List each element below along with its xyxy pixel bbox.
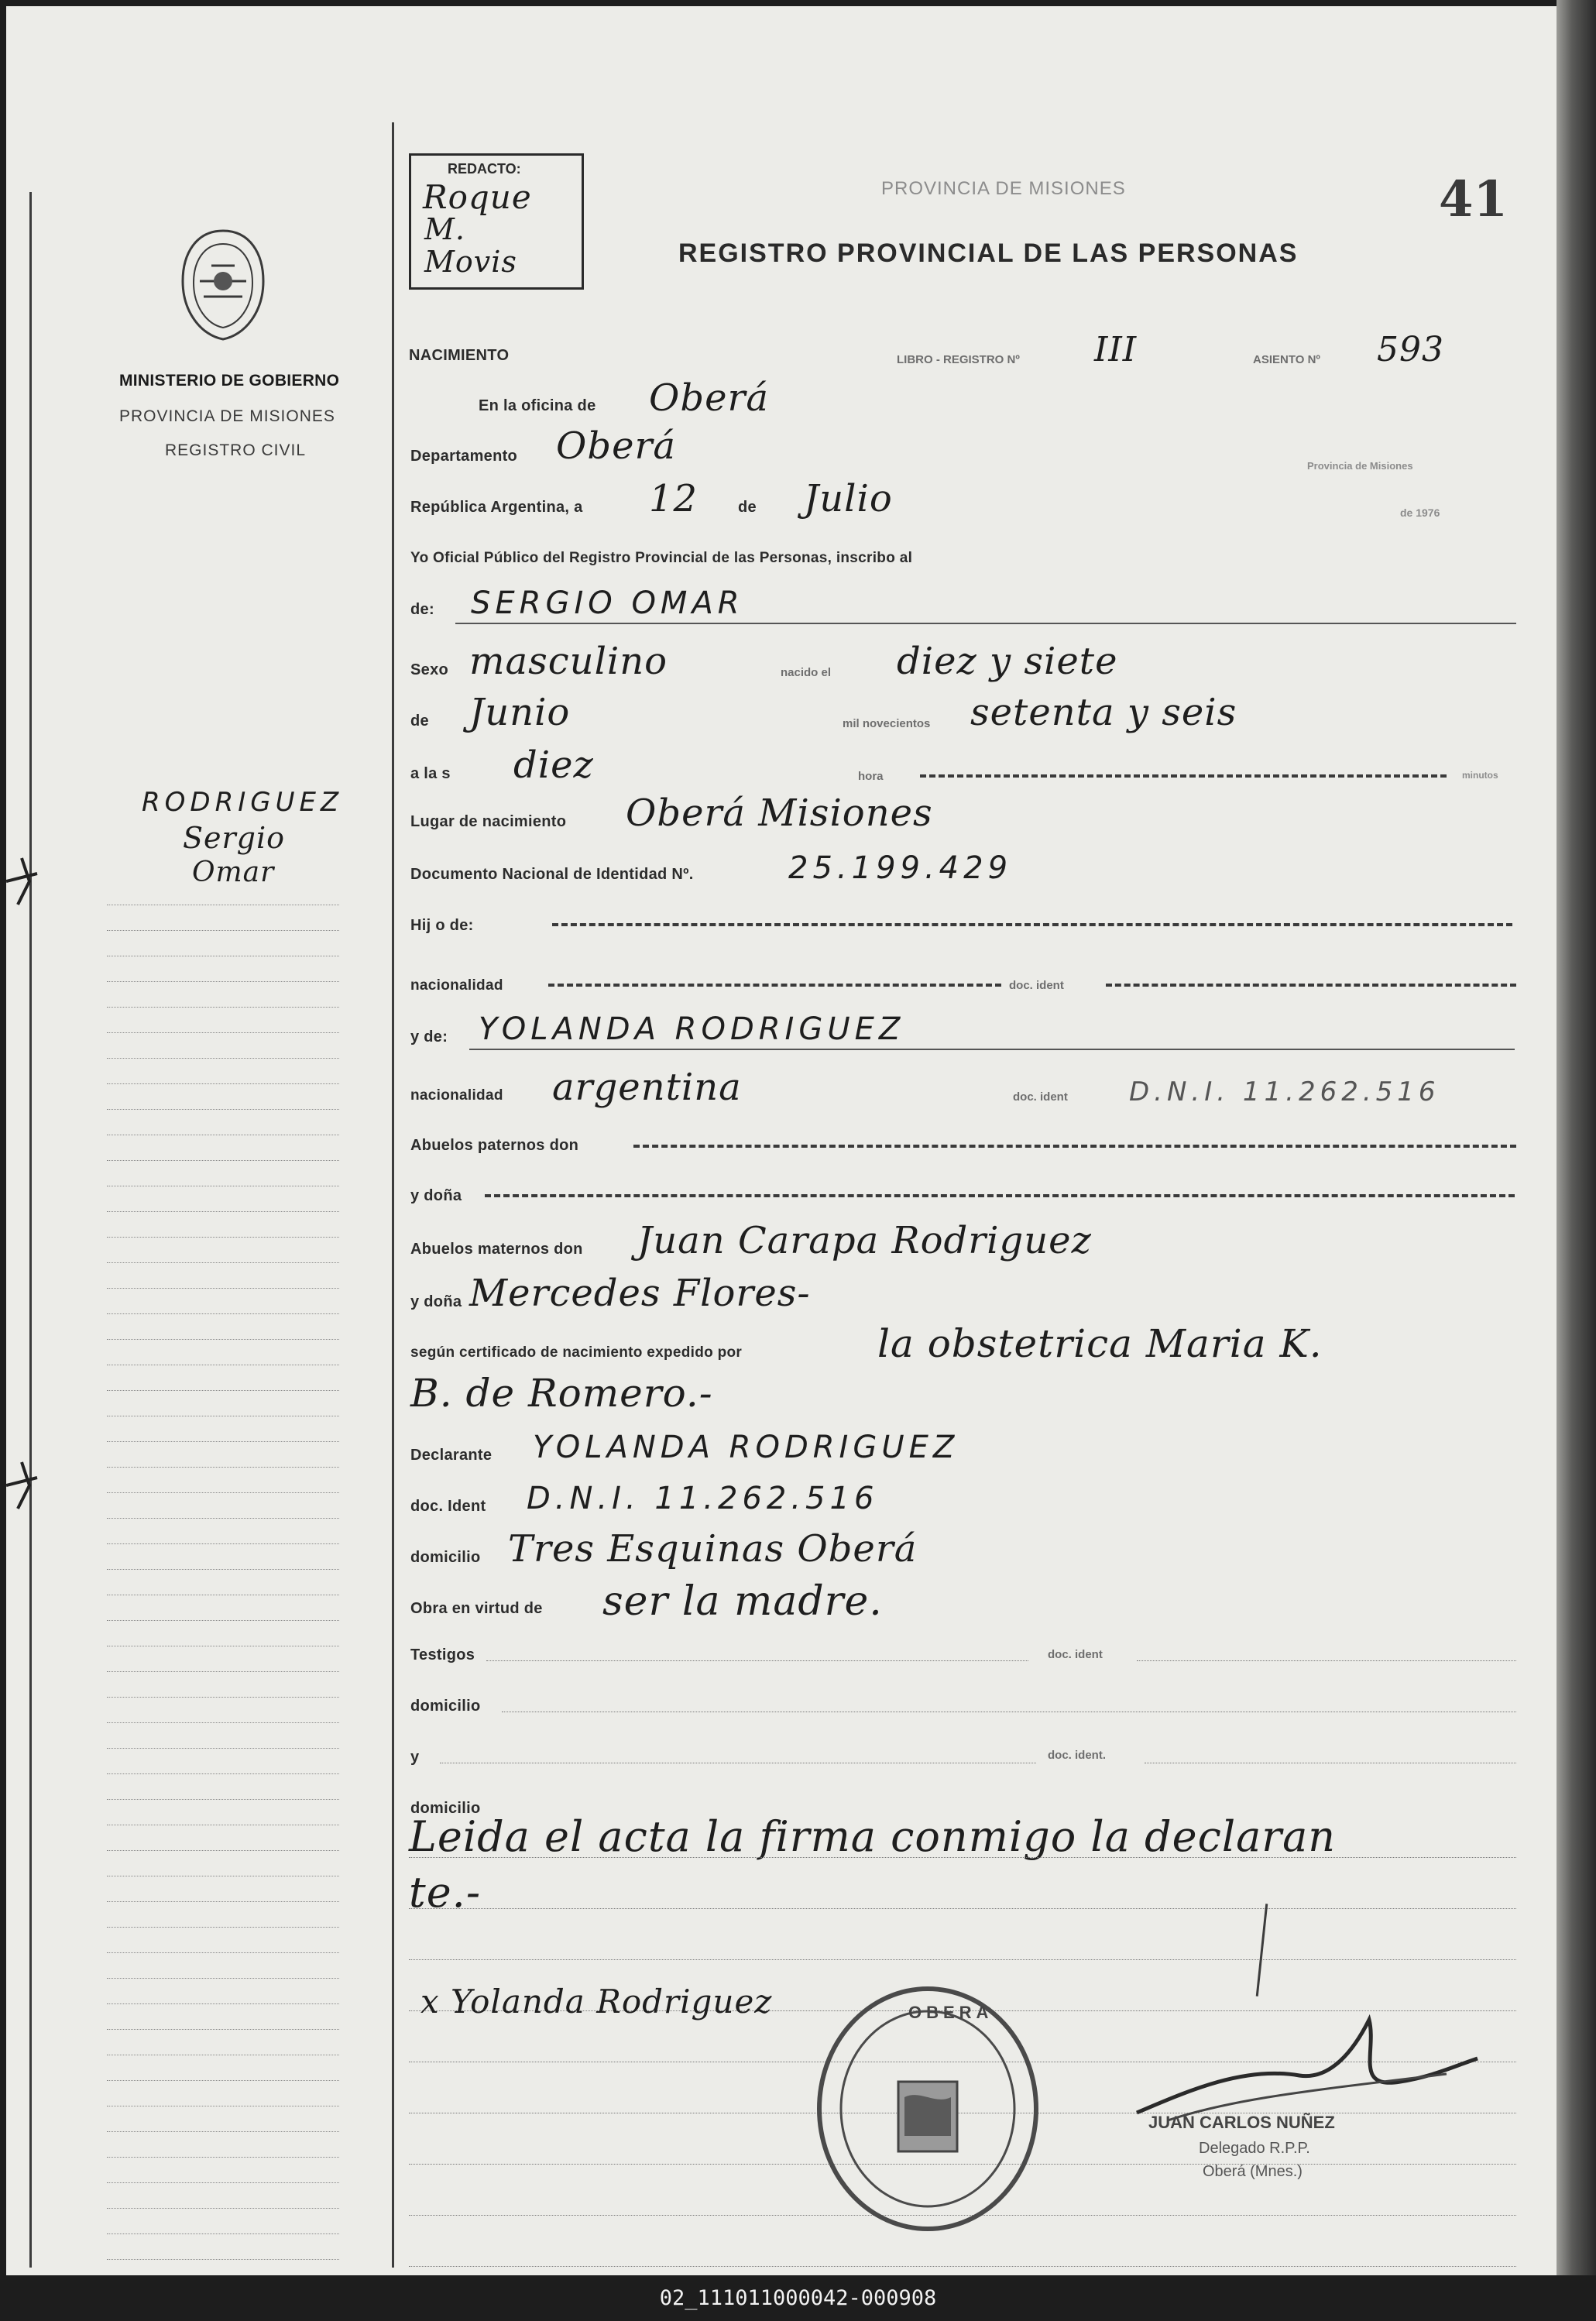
form-rule-line xyxy=(409,1959,1516,1960)
declarante-label: Declarante xyxy=(410,1447,493,1464)
redacto-name-line2: M. xyxy=(424,212,465,246)
margin-rule-line xyxy=(107,2208,339,2209)
form-rule-line xyxy=(409,2266,1516,2267)
dni-value: 25.199.429 xyxy=(788,850,1013,886)
oficina-value: Oberá xyxy=(649,376,770,420)
margin-rule-line xyxy=(107,1492,339,1493)
day-value: 12 xyxy=(649,477,698,520)
leida-text-cont: te.- xyxy=(409,1868,482,1917)
nombre-value: SERGIO OMAR xyxy=(471,585,744,621)
abuelos-pat-dash-line xyxy=(633,1145,1516,1148)
form-rule-line xyxy=(409,1857,1516,1858)
testigos-label: Testigos xyxy=(410,1646,475,1663)
left-province: PROVINCIA DE MISIONES xyxy=(119,407,335,425)
madre-line xyxy=(469,1049,1515,1050)
margin-rule-line xyxy=(107,981,339,982)
margin-rule-line xyxy=(107,1007,339,1008)
ydona-label: y doña xyxy=(410,1187,462,1204)
mil-label: mil novecientos xyxy=(843,717,931,730)
margin-surname: RODRIGUEZ xyxy=(142,787,344,818)
margin-rule-line xyxy=(107,1901,339,1902)
republica-label: República Argentina, a xyxy=(410,499,583,516)
margin-rule-line xyxy=(107,1773,339,1774)
coat-of-arms-icon xyxy=(177,227,269,343)
obra-label: Obra en virtud de xyxy=(410,1600,543,1617)
lugar-value: Oberá Misiones xyxy=(626,791,933,835)
margin-rule-line xyxy=(107,1927,339,1928)
page-edge xyxy=(1557,0,1596,2292)
nombre-line xyxy=(455,623,1516,624)
margin-rule-line xyxy=(107,1441,339,1442)
margin-rule-line xyxy=(107,1160,339,1161)
abuelos-mat-label: Abuelos maternos don xyxy=(410,1241,583,1258)
departamento-label: Departamento xyxy=(410,448,518,465)
margin-rule-line xyxy=(107,2003,339,2004)
ydona-dash-line xyxy=(485,1194,1515,1197)
margin-rule-line xyxy=(107,930,339,931)
doc-ident-label: doc. ident xyxy=(1009,979,1064,992)
nacionalidad2-value: argentina xyxy=(552,1066,742,1109)
margin-rule-line xyxy=(107,1978,339,1979)
margin-rule-line xyxy=(107,2233,339,2234)
margin-rule-line xyxy=(107,1952,339,1953)
redacto-name-line1: Roque xyxy=(423,178,532,216)
doc-ident5-label: doc. ident. xyxy=(1048,1749,1106,1762)
margin-rule-line xyxy=(107,1748,339,1749)
image-code-footer: 02_111011000042-000908 xyxy=(0,2275,1596,2321)
asiento-label: ASIENTO Nº xyxy=(1253,353,1320,366)
domicilio2-label: domicilio xyxy=(410,1698,481,1715)
madre-value: YOLANDA RODRIGUEZ xyxy=(479,1011,905,1047)
hijo-label: Hij o de: xyxy=(410,917,474,934)
hora-label: hora xyxy=(858,770,884,783)
y-label: y xyxy=(410,1749,420,1766)
abuelos-pat-label: Abuelos paternos don xyxy=(410,1137,579,1154)
margin-rule-line xyxy=(107,1058,339,1059)
official-name: JUAN CARLOS NUÑEZ xyxy=(1148,2113,1335,2132)
margin-rule-line xyxy=(107,1339,339,1340)
doc-ident3-label: doc. Ident xyxy=(410,1498,486,1515)
de2-label: de xyxy=(410,712,429,730)
form-rule-line xyxy=(409,1908,1516,1909)
form-divider-line xyxy=(392,122,394,2268)
redacto-name-line3: Movis xyxy=(424,245,517,279)
margin-first-name: Sergio xyxy=(183,821,286,855)
libro-label: LIBRO - REGISTRO Nº xyxy=(897,353,1020,366)
left-margin-line xyxy=(29,192,32,2268)
document-page xyxy=(6,6,1559,2275)
oficina-label: En la oficina de xyxy=(479,397,596,414)
margin-second-name: Omar xyxy=(192,857,275,888)
margin-rule-line xyxy=(107,1467,339,1468)
domicilio3-label: domicilio xyxy=(410,1800,481,1817)
segun-value2: B. de Romero.- xyxy=(410,1371,713,1416)
redacto-label: REDACTO: xyxy=(448,161,521,177)
header-province: PROVINCIA DE MISIONES xyxy=(881,178,1126,199)
margin-rule-line xyxy=(107,2182,339,2183)
staple-mark-icon xyxy=(6,850,53,912)
doc-ident-dash-line xyxy=(1106,984,1516,987)
page-number: 41 xyxy=(1439,170,1508,228)
margin-rule-line xyxy=(107,1313,339,1314)
doc-ident3-value: D.N.I. 11.262.516 xyxy=(527,1481,879,1516)
sexo-label: Sexo xyxy=(410,661,449,678)
margin-rule-line xyxy=(107,1850,339,1851)
margin-rule-line xyxy=(107,1032,339,1033)
margin-rule-line xyxy=(107,1543,339,1544)
month-value: Julio xyxy=(804,477,893,520)
yde-label: y de: xyxy=(410,1028,448,1045)
de-label: de xyxy=(738,499,757,516)
margin-rule-line xyxy=(107,1109,339,1110)
lugar-label: Lugar de nacimiento xyxy=(410,813,567,830)
yo-oficial-text: Yo Oficial Público del Registro Provincial de las Personas, inscribo al xyxy=(410,550,913,566)
doc-ident4-label: doc. ident xyxy=(1048,1648,1103,1661)
nacido-label: nacido el xyxy=(781,666,832,679)
year-label: de 1976 xyxy=(1400,506,1440,519)
section-title: NACIMIENTO xyxy=(409,347,510,364)
margin-rule-line xyxy=(107,1722,339,1723)
official-place: Oberá (Mnes.) xyxy=(1203,2163,1303,2180)
domicilio-value: Tres Esquinas Oberá xyxy=(508,1527,918,1571)
doc-ident2-label: doc. ident xyxy=(1013,1090,1068,1104)
margin-rule-line xyxy=(107,1671,339,1672)
margin-rule-line xyxy=(107,1083,339,1084)
hijo-dash-line xyxy=(552,923,1512,926)
domicilio-label: domicilio xyxy=(410,1549,481,1566)
libro-value: III xyxy=(1094,330,1138,369)
declarante-value: YOLANDA RODRIGUEZ xyxy=(533,1430,959,1465)
hora-dash-line xyxy=(920,774,1447,778)
de-nombre-label: de: xyxy=(410,601,434,618)
doc-ident2-value: D.N.I. 11.262.516 xyxy=(1129,1076,1440,1107)
margin-rule-line xyxy=(107,1799,339,1800)
margin-rule-line xyxy=(107,1262,339,1263)
ministry-name: MINISTERIO DE GOBIERNO xyxy=(119,372,340,390)
staple-mark-icon xyxy=(6,1454,53,1516)
segun-value: la obstetrica Maria K. xyxy=(877,1321,1323,1366)
ydona2-label: y doña xyxy=(410,1293,462,1310)
sexo-value: masculino xyxy=(469,640,668,683)
leida-text: Leida el acta la firma conmigo la declaran xyxy=(409,1812,1337,1861)
page-title: REGISTRO PROVINCIAL DE LAS PERSONAS xyxy=(678,239,1299,268)
doc-ident4-line xyxy=(1137,1660,1516,1661)
margin-rule-line xyxy=(107,1288,339,1289)
margin-rule-line xyxy=(107,1569,339,1570)
abuela-mat-value: Mercedes Flores- xyxy=(469,1272,811,1315)
margin-rule-line xyxy=(107,2029,339,2030)
asiento-value: 593 xyxy=(1377,330,1444,369)
birth-year-value: setenta y seis xyxy=(970,691,1237,734)
declarant-signature: x Yolanda Rodriguez xyxy=(420,1983,773,2021)
minutos-label: minutos xyxy=(1462,770,1498,781)
nacionalidad-label: nacionalidad xyxy=(410,977,503,994)
segun-label: según certificado de nacimiento expedido por xyxy=(410,1344,743,1361)
vertical-stroke xyxy=(1256,1904,1268,1997)
margin-rule-line xyxy=(107,1390,339,1391)
margin-rule-line xyxy=(107,2080,339,2081)
nacionalidad-dash-line xyxy=(548,984,1001,987)
margin-rule-line xyxy=(107,1518,339,1519)
dni-label: Documento Nacional de Identidad Nº. xyxy=(410,866,694,883)
margin-rule-line xyxy=(107,2131,339,2132)
nacido-value: diez y siete xyxy=(897,640,1118,683)
nacionalidad2-label: nacionalidad xyxy=(410,1087,503,1104)
margin-rule-line xyxy=(107,1211,339,1212)
margin-rule-line xyxy=(107,2157,339,2158)
testigos-line xyxy=(486,1660,1028,1661)
margin-rule-line xyxy=(107,1697,339,1698)
abuelo-mat-value: Juan Carapa Rodriguez xyxy=(637,1219,1092,1262)
seal-text: OBERA xyxy=(908,2003,994,2022)
departamento-value: Oberá xyxy=(556,424,677,468)
obra-value: ser la madre. xyxy=(602,1578,883,1625)
margin-rule-line xyxy=(107,1237,339,1238)
margin-rule-line xyxy=(107,1620,339,1621)
birth-month-value: Junio xyxy=(469,691,571,734)
provincia-label: Provincia de Misiones xyxy=(1307,460,1413,472)
margin-rule-line xyxy=(107,2259,339,2260)
official-title: Delegado R.P.P. xyxy=(1199,2140,1310,2157)
alas-label: a la s xyxy=(410,765,451,782)
hora-value: diez xyxy=(513,743,594,787)
civil-registry: REGISTRO CIVIL xyxy=(165,441,307,459)
